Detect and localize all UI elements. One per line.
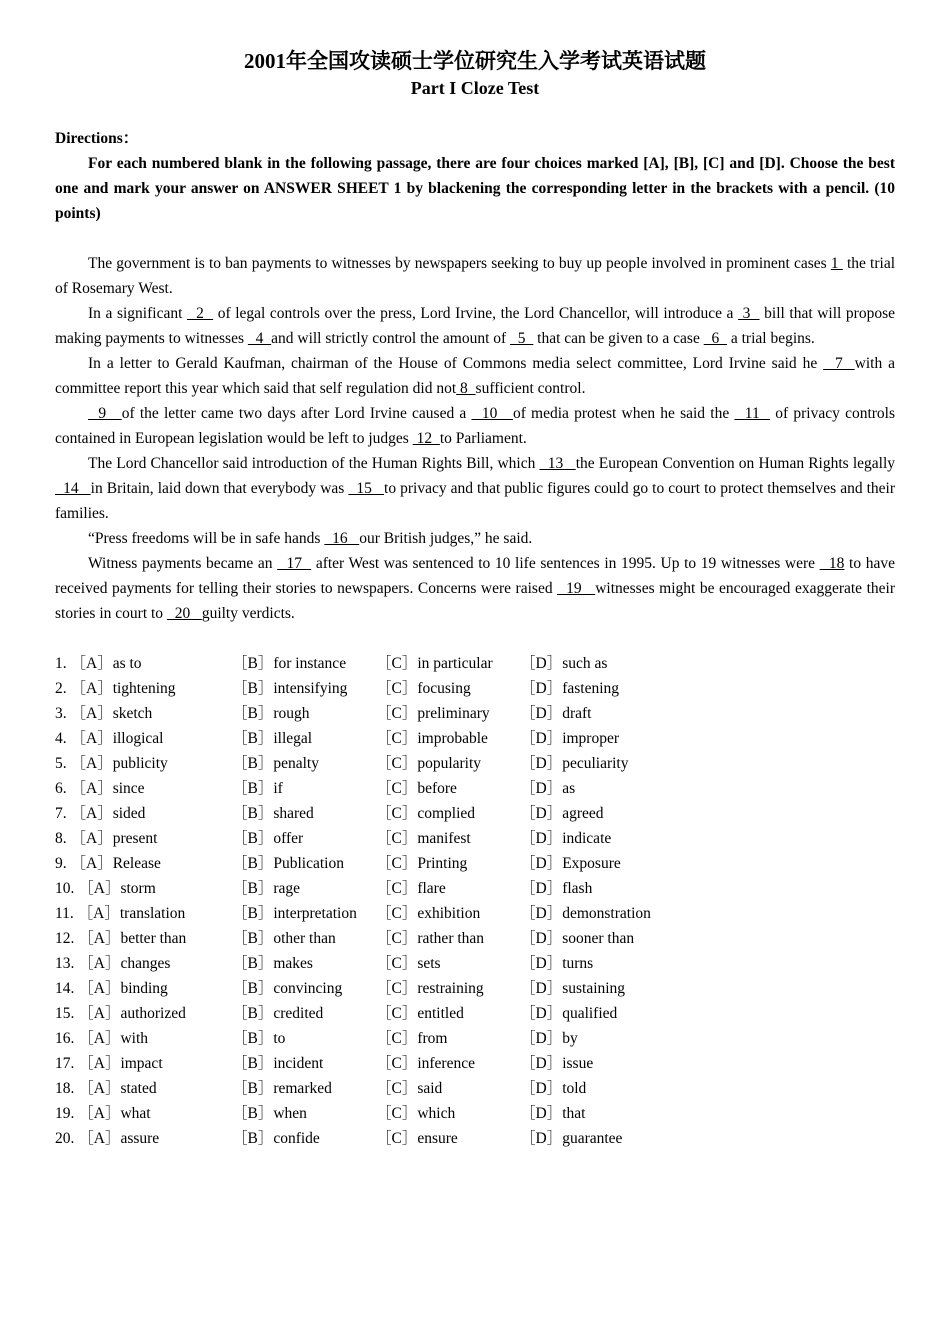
passage-text: In a letter to Gerald Kaufman, chairman of the House of Commons media select committee, Lord Irvine said he bbox=[88, 355, 824, 372]
question-12-options bbox=[55, 926, 895, 951]
passage-text: to privacy and that public figures could go to court to protect themselves and their families. bbox=[55, 480, 896, 522]
question-3-option-a: 3. ［A］sketch bbox=[55, 705, 153, 722]
passage-paragraph-1 bbox=[55, 251, 895, 301]
question-15-option-a: 15. ［A］authorized bbox=[55, 1005, 186, 1022]
passage-text: In a significant bbox=[88, 305, 187, 322]
passage-text: of privacy controls contained in European legislation would be left to judges bbox=[55, 405, 896, 447]
question-12-option-c: ［C］rather than bbox=[376, 930, 485, 947]
cloze-passage bbox=[55, 251, 895, 626]
question-14-option-b: ［B］convincing bbox=[232, 980, 343, 997]
question-8-option-d: ［D］indicate bbox=[520, 830, 612, 847]
question-11-options bbox=[55, 901, 895, 926]
blank-2: 2 bbox=[187, 305, 214, 322]
question-19-option-b: ［B］when bbox=[232, 1105, 307, 1122]
question-19-option-d: ［D］that bbox=[520, 1105, 586, 1122]
question-6-option-d: ［D］as bbox=[520, 780, 576, 797]
question-6-option-a: 6. ［A］since bbox=[55, 780, 145, 797]
question-11-option-c: ［C］exhibition bbox=[376, 905, 481, 922]
question-7-option-c: ［C］complied bbox=[376, 805, 476, 822]
question-5-option-d: ［D］peculiarity bbox=[520, 755, 629, 772]
exam-title: 2001年全国攻读硕士学位研究生入学考试英语试题 bbox=[244, 49, 706, 73]
question-19-option-a: 19. ［A］what bbox=[55, 1105, 151, 1122]
blank-20: 20 bbox=[166, 605, 202, 622]
question-1-options bbox=[55, 651, 895, 676]
passage-text: guilty verdicts. bbox=[201, 605, 295, 622]
passage-text: after West was sentenced to 10 life sentences in 1995. Up to 19 witnesses were bbox=[311, 555, 820, 572]
directions-label: Directions： bbox=[55, 130, 139, 147]
question-2-option-c: ［C］focusing bbox=[376, 680, 471, 697]
blank-11: 11 bbox=[734, 405, 771, 422]
question-4-option-a: 4. ［A］illogical bbox=[55, 730, 164, 747]
passage-text: our British judges,” he said. bbox=[359, 530, 533, 547]
question-17-option-b: ［B］incident bbox=[232, 1055, 324, 1072]
question-7-option-d: ［D］agreed bbox=[520, 805, 604, 822]
passage-paragraph-4 bbox=[55, 401, 895, 451]
question-15-option-d: ［D］qualified bbox=[520, 1005, 618, 1022]
question-12-option-b: ［B］other than bbox=[232, 930, 336, 947]
question-3-option-d: ［D］draft bbox=[520, 705, 592, 722]
question-17-option-a: 17. ［A］impact bbox=[55, 1055, 163, 1072]
question-9-option-d: ［D］Exposure bbox=[520, 855, 621, 872]
blank-13: 13 bbox=[539, 455, 576, 472]
question-20-option-c: ［C］ensure bbox=[376, 1130, 458, 1147]
question-2-options bbox=[55, 676, 895, 701]
question-1-option-b: ［B］for instance bbox=[232, 655, 347, 672]
question-5-option-a: 5. ［A］publicity bbox=[55, 755, 168, 772]
question-5-option-b: ［B］penalty bbox=[232, 755, 319, 772]
question-13-options bbox=[55, 951, 895, 976]
question-4-option-b: ［B］illegal bbox=[232, 730, 313, 747]
question-16-option-a: 16. ［A］with bbox=[55, 1030, 149, 1047]
question-20-option-b: ［B］confide bbox=[232, 1130, 320, 1147]
question-10-option-a: 10. ［A］storm bbox=[55, 880, 156, 897]
blank-10: 10 bbox=[471, 405, 513, 422]
question-13-option-d: ［D］turns bbox=[520, 955, 594, 972]
question-13-option-a: 13. ［A］changes bbox=[55, 955, 171, 972]
question-10-option-c: ［C］flare bbox=[376, 880, 446, 897]
blank-19: 19 bbox=[557, 580, 596, 597]
question-15-options bbox=[55, 1001, 895, 1026]
question-6-option-c: ［C］before bbox=[376, 780, 457, 797]
question-20-options bbox=[55, 1126, 895, 1151]
question-19-option-c: ［C］which bbox=[376, 1105, 456, 1122]
question-9-option-b: ［B］Publication bbox=[232, 855, 344, 872]
question-1-option-c: ［C］in particular bbox=[376, 655, 493, 672]
blank-4: 4 bbox=[247, 330, 272, 347]
question-6-option-b: ［B］if bbox=[232, 780, 283, 797]
question-4-option-c: ［C］improbable bbox=[376, 730, 488, 747]
passage-text: The government is to ban payments to witnesses by newspapers seeking to buy up people involved in prominent cases bbox=[88, 255, 831, 272]
question-9-options bbox=[55, 851, 895, 876]
passage-text: in Britain, laid down that everybody was bbox=[90, 480, 349, 497]
blank-17: 17 bbox=[277, 555, 312, 572]
question-20-option-a: 20. ［A］assure bbox=[55, 1130, 160, 1147]
passage-text: to have received payments for telling their stories to newspapers. Concerns were raised bbox=[55, 555, 895, 597]
question-11-option-d: ［D］demonstration bbox=[520, 905, 651, 922]
question-8-options bbox=[55, 826, 895, 851]
question-4-options bbox=[55, 726, 895, 751]
blank-12: 12 bbox=[412, 430, 440, 447]
blank-1: 1 bbox=[830, 255, 843, 272]
question-2-option-b: ［B］intensifying bbox=[232, 680, 348, 697]
question-15-option-b: ［B］credited bbox=[232, 1005, 324, 1022]
question-8-option-c: ［C］manifest bbox=[376, 830, 471, 847]
question-15-option-c: ［C］entitled bbox=[376, 1005, 464, 1022]
directions-text: For each numbered blank in the following passage, there are four choices marked [A], [B], [C] and [D]. Choose the best one and mark your answer on ANSWER SHEET 1 by blackening the corresponding letter in the brackets with a pencil. (10 points) bbox=[55, 155, 895, 222]
passage-text: of the letter came two days after Lord Irvine caused a bbox=[121, 405, 472, 422]
blank-3: 3 bbox=[738, 305, 760, 322]
blank-14: 14 bbox=[55, 480, 91, 497]
passage-text: the trial of Rosemary West. bbox=[55, 255, 896, 297]
question-8-option-a: 8. ［A］present bbox=[55, 830, 158, 847]
passage-text: of media protest when he said the bbox=[512, 405, 735, 422]
question-11-option-b: ［B］interpretation bbox=[232, 905, 357, 922]
question-5-options bbox=[55, 751, 895, 776]
question-3-option-c: ［C］preliminary bbox=[376, 705, 490, 722]
question-2-option-d: ［D］fastening bbox=[520, 680, 620, 697]
question-1-option-d: ［D］such as bbox=[520, 655, 608, 672]
question-18-options bbox=[55, 1076, 895, 1101]
passage-text: The Lord Chancellor said introduction of the Human Rights Bill, which bbox=[88, 455, 540, 472]
question-8-option-b: ［B］offer bbox=[232, 830, 304, 847]
question-16-option-c: ［C］from bbox=[376, 1030, 448, 1047]
question-12-option-a: 12. ［A］better than bbox=[55, 930, 187, 947]
question-16-options bbox=[55, 1026, 895, 1051]
passage-text: Witness payments became an bbox=[88, 555, 278, 572]
blank-7: 7 bbox=[823, 355, 855, 372]
question-1-option-a: 1. ［A］as to bbox=[55, 655, 142, 672]
blank-9: 9 bbox=[88, 405, 122, 422]
passage-paragraph-6 bbox=[55, 526, 895, 551]
passage-text: of legal controls over the press, Lord Irvine, the Lord Chancellor, will introduce a bbox=[213, 305, 739, 322]
passage-text: that can be given to a case bbox=[533, 330, 704, 347]
blank-15: 15 bbox=[348, 480, 385, 497]
exam-page bbox=[55, 45, 895, 1151]
passage-text: to Parliament. bbox=[439, 430, 527, 447]
passage-text: and will strictly control the amount of bbox=[271, 330, 511, 347]
section-title: Part I Cloze Test bbox=[410, 78, 540, 98]
question-10-option-d: ［D］flash bbox=[520, 880, 593, 897]
question-19-options bbox=[55, 1101, 895, 1126]
passage-text: with a committee report this year which said that self regulation did not bbox=[55, 355, 896, 397]
question-9-option-a: 9. ［A］Release bbox=[55, 855, 161, 872]
question-17-option-d: ［D］issue bbox=[520, 1055, 594, 1072]
question-6-options bbox=[55, 776, 895, 801]
question-7-option-a: 7. ［A］sided bbox=[55, 805, 146, 822]
question-18-option-b: ［B］remarked bbox=[232, 1080, 332, 1097]
question-16-option-b: ［B］to bbox=[232, 1030, 286, 1047]
question-10-option-b: ［B］rage bbox=[232, 880, 301, 897]
question-17-option-c: ［C］inference bbox=[376, 1055, 475, 1072]
question-17-options bbox=[55, 1051, 895, 1076]
question-16-option-d: ［D］by bbox=[520, 1030, 578, 1047]
question-12-option-d: ［D］sooner than bbox=[520, 930, 635, 947]
passage-paragraph-7 bbox=[55, 551, 895, 626]
question-14-option-a: 14. ［A］binding bbox=[55, 980, 168, 997]
question-7-option-b: ［B］shared bbox=[232, 805, 314, 822]
question-18-option-a: 18. ［A］stated bbox=[55, 1080, 157, 1097]
question-13-option-b: ［B］makes bbox=[232, 955, 313, 972]
passage-paragraph-5 bbox=[55, 451, 895, 526]
blank-16: 16 bbox=[324, 530, 360, 547]
blank-8: 8 bbox=[456, 380, 476, 397]
question-7-options bbox=[55, 801, 895, 826]
passage-text: a trial begins. bbox=[726, 330, 815, 347]
question-2-option-a: 2. ［A］tightening bbox=[55, 680, 176, 697]
passage-text: the European Convention on Human Rights legally bbox=[575, 455, 896, 472]
blank-6: 6 bbox=[703, 330, 727, 347]
question-3-option-b: ［B］rough bbox=[232, 705, 310, 722]
answer-options-list bbox=[55, 651, 895, 1151]
question-5-option-c: ［C］popularity bbox=[376, 755, 482, 772]
passage-text: sufficient control. bbox=[475, 380, 586, 397]
question-4-option-d: ［D］improper bbox=[520, 730, 620, 747]
question-11-option-a: 11. ［A］translation bbox=[55, 905, 186, 922]
passage-text: witnesses might be encouraged exaggerate their stories in court to bbox=[55, 580, 895, 622]
question-20-option-d: ［D］guarantee bbox=[520, 1130, 623, 1147]
blank-18: 18 bbox=[819, 555, 845, 572]
question-14-option-c: ［C］restraining bbox=[376, 980, 484, 997]
question-14-options bbox=[55, 976, 895, 1001]
question-13-option-c: ［C］sets bbox=[376, 955, 441, 972]
passage-paragraph-3 bbox=[55, 351, 895, 401]
passage-text: bill that will propose making payments to witnesses bbox=[55, 305, 896, 347]
question-3-options bbox=[55, 701, 895, 726]
blank-5: 5 bbox=[510, 330, 534, 347]
question-10-options bbox=[55, 876, 895, 901]
question-9-option-c: ［C］Printing bbox=[376, 855, 468, 872]
question-18-option-d: ［D］told bbox=[520, 1080, 587, 1097]
passage-paragraph-2 bbox=[55, 301, 895, 351]
passage-text: “Press freedoms will be in safe hands bbox=[88, 530, 325, 547]
question-14-option-d: ［D］sustaining bbox=[520, 980, 626, 997]
question-18-option-c: ［C］said bbox=[376, 1080, 443, 1097]
